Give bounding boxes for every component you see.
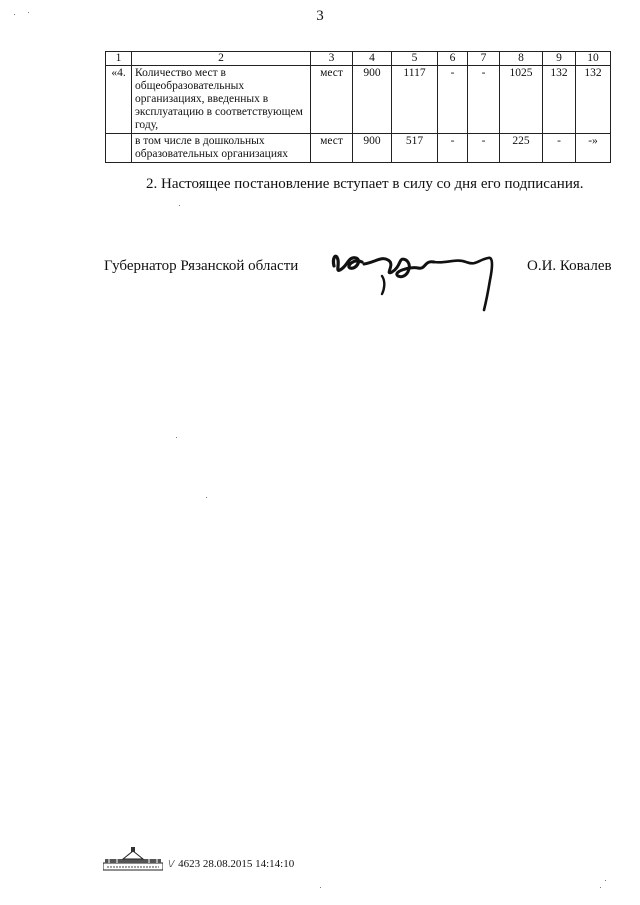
registration-text: 4623 28.08.2015 14:14:10 xyxy=(178,858,295,870)
table-cell: 900 xyxy=(353,66,392,134)
table-cell: мест xyxy=(311,134,353,163)
handwritten-signature xyxy=(326,236,506,316)
table-header-cell: 8 xyxy=(500,52,543,66)
registration-stamp xyxy=(168,858,294,870)
effective-date-paragraph: 2. Настоящее постановление вступает в силу со дня его подписания. xyxy=(146,176,584,192)
table-cell: 1117 xyxy=(392,66,438,134)
table-cell: - xyxy=(543,134,576,163)
table-header-cell: 4 xyxy=(353,52,392,66)
table-row xyxy=(106,66,611,134)
table-cell: - xyxy=(438,66,468,134)
page-number: 3 xyxy=(316,8,324,24)
table-cell: - xyxy=(438,134,468,163)
table-header-cell: 2 xyxy=(132,52,311,66)
data-table xyxy=(105,51,611,163)
table-cell: 132 xyxy=(543,66,576,134)
signatory-title: Губернатор Рязанской области xyxy=(104,258,299,274)
signatory-name: О.И. Ковалев xyxy=(527,258,612,274)
table-row xyxy=(106,134,611,163)
table-cell: Количество мест в общеобразовательных организациях, введенных в эксплуатацию в соответствующем году, xyxy=(132,66,311,134)
table-cell: - xyxy=(468,66,500,134)
table-cell: 517 xyxy=(392,134,438,163)
table-header-cell: 9 xyxy=(543,52,576,66)
registration-mark: \/ xyxy=(168,858,175,870)
table-header-cell: 1 xyxy=(106,52,132,66)
table-header-cell: 5 xyxy=(392,52,438,66)
table-cell: - xyxy=(468,134,500,163)
table-header-cell: 6 xyxy=(438,52,468,66)
table-cell: в том числе в дошкольных образовательных организациях xyxy=(132,134,311,163)
table-header-cell: 3 xyxy=(311,52,353,66)
table-cell: -» xyxy=(576,134,611,163)
table-cell: 1025 xyxy=(500,66,543,134)
table-cell: 225 xyxy=(500,134,543,163)
table-header-cell: 7 xyxy=(468,52,500,66)
table-cell: «4. xyxy=(106,66,132,134)
table-cell xyxy=(106,134,132,163)
table-cell: 900 xyxy=(353,134,392,163)
table-header-row xyxy=(106,52,611,66)
table-cell: мест xyxy=(311,66,353,134)
table-cell: 132 xyxy=(576,66,611,134)
government-seal-icon xyxy=(103,847,163,871)
table-header-cell: 10 xyxy=(576,52,611,66)
